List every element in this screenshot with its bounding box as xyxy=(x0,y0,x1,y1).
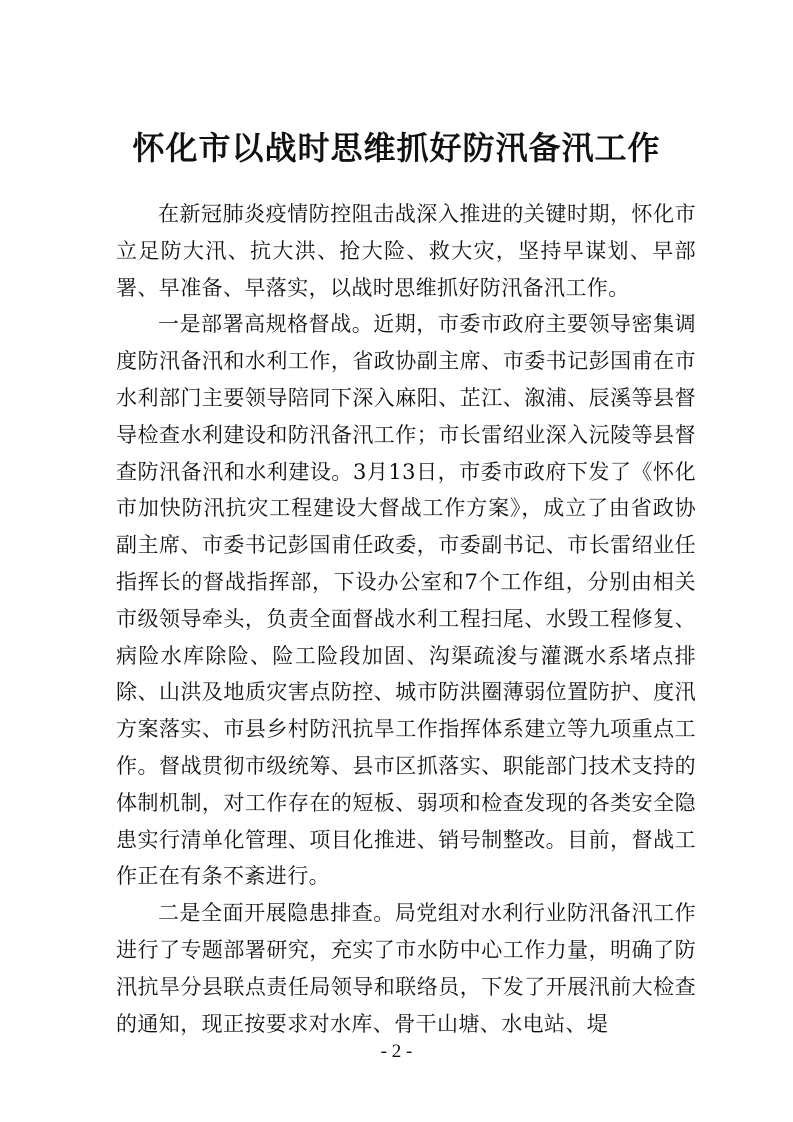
document-body xyxy=(116,196,696,1042)
paragraph-supervision: 一是部署高规格督战。近期，市委市政府主要领导密集调度防汛备汛和水利工作，省政协副主席、市委书记彭国甫在市水利部门主要领导陪同下深入麻阳、芷江、溆浦、辰溪等县督导检查水利建设和防汛备汛工作；市长雷绍业深入沅陵等县督查防汛备汛和水利建设。3月13日，市委市政府下发了《怀化市加快防汛抗灾工程建设大督战工作方案》，成立了由省政协副主席、市委书记彭国甫任政委，市委副书记、市长雷绍业任指挥长的督战指挥部，下设办公室和7个工作组，分别由相关市级领导牵头，负责全面督战水利工程扫尾、水毁工程修复、病险水库除险、险工险段加固、沟渠疏浚与灌溉水系堵点排除、山洪及地质灾害点防控、城市防洪圈薄弱位置防护、度汛方案落实、市县乡村防汛抗旱工作指挥体系建立等九项重点工作。督战贯彻市级统筹、县市区抓落实、职能部门技术支持的体制机制，对工作存在的短板、弱项和检查发现的各类安全隐患实行清单化管理、项目化推进、销号制整改。目前，督战工作正在有条不紊进行。 xyxy=(116,312,696,889)
paragraph-hazard-inspection: 二是全面开展隐患排查。局党组对水利行业防汛备汛工作进行了专题部署研究，充实了市水防中心工作力量，明确了防汛抗旱分县联点责任局领导和联络员，下发了开展汛前大检查的通知，现正按要求对水库、骨干山塘、水电站、堤 xyxy=(116,901,696,1036)
page-number: - 2 - xyxy=(380,1041,413,1062)
document-title: 怀化市以战时思维抓好防汛备汛工作 xyxy=(132,129,661,167)
paragraph-intro: 在新冠肺炎疫情防控阻击战深入推进的关键时期，怀化市立足防大汛、抗大洪、抢大险、救大灾，坚持早谋划、早部署、早准备、早落实，以战时思维抓好防汛备汛工作。 xyxy=(116,202,696,300)
